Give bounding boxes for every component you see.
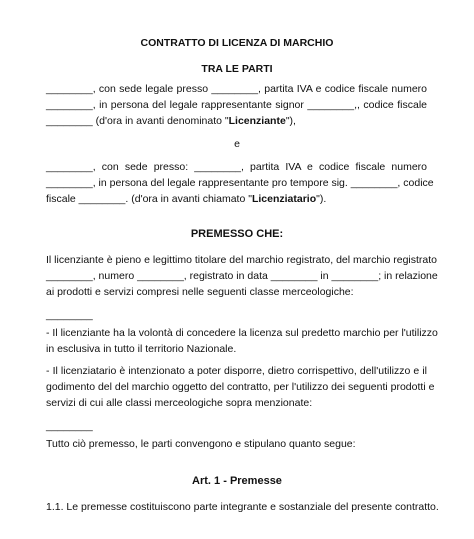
party2-line3-suffix: "). [316, 193, 327, 205]
document-title: CONTRATTO DI LICENZA DI MARCHIO [140, 37, 334, 49]
party1-line3-prefix: ________ (d'ora in avanti denominato " [46, 115, 229, 127]
article1-clause: 1.1. Le premesse costituiscono parte integrante e sostanziale del presente contratto. [46, 501, 439, 513]
party2-line1: ________, con sede presso: ________, partita IVA e codice fiscale numero [46, 161, 427, 173]
premesso-p4: Tutto ciò premesso, le parti convengono e stipulano quanto segue: [46, 438, 356, 450]
premesso-p1-line2: ________, numero ________, registrato in data ________ in ________; in relazione [46, 270, 438, 282]
parties-heading: TRA LE PARTI [201, 63, 273, 75]
premesso-heading: PREMESSO CHE: [190, 228, 284, 240]
premesso-blank1: ________ [46, 309, 93, 321]
premesso-p3-line2: godimento del del marchio oggetto del contratto, per l'utilizzo dei seguenti prodotti e [46, 381, 435, 393]
party1-line3-suffix: "), [285, 115, 296, 127]
premesso-p3-line3: servizi di cui alle classi merceologiche sopra menzionate: [46, 397, 313, 409]
licenziatario-label: Licenziatario [251, 193, 317, 205]
party1-line2: ________, in persona del legale rappresentante signor ________,, codice fiscale [46, 99, 427, 111]
party1-line1: ________, con sede legale presso ________, partita IVA e codice fiscale numero [46, 83, 427, 95]
premesso-p1-line1: Il licenziante è pieno e legittimo titolare del marchio registrato, del marchio registrato [46, 254, 438, 266]
premesso-p2-line2: in esclusiva in tutto il territorio Nazionale. [46, 343, 237, 355]
article1-heading: Art. 1 - Premesse [192, 475, 282, 487]
premesso-p1-line3: ai prodotti e servizi compresi nelle seguenti classe merceologiche: [46, 286, 354, 298]
premesso-p3-line1: - Il licenziatario è intenzionato a poter disporre, dietro corrispettivo, dell'utilizzo e il [46, 365, 427, 377]
parties-separator: e [234, 138, 240, 150]
party1-line3 [46, 115, 427, 128]
party2-line3 [46, 193, 427, 206]
premesso-blank2: ________ [46, 420, 93, 432]
party2-line2: ________, in persona del legale rappresentante pro tempore sig. ________, codice [46, 177, 434, 189]
party2-line3-prefix: fiscale ________. (d'ora in avanti chiamato " [46, 193, 252, 205]
licenziante-label: Licenziante [228, 115, 286, 127]
premesso-p2-line1: - Il licenziante ha la volontà di concedere la licenza sul predetto marchio per l'utilizzo [46, 327, 438, 339]
